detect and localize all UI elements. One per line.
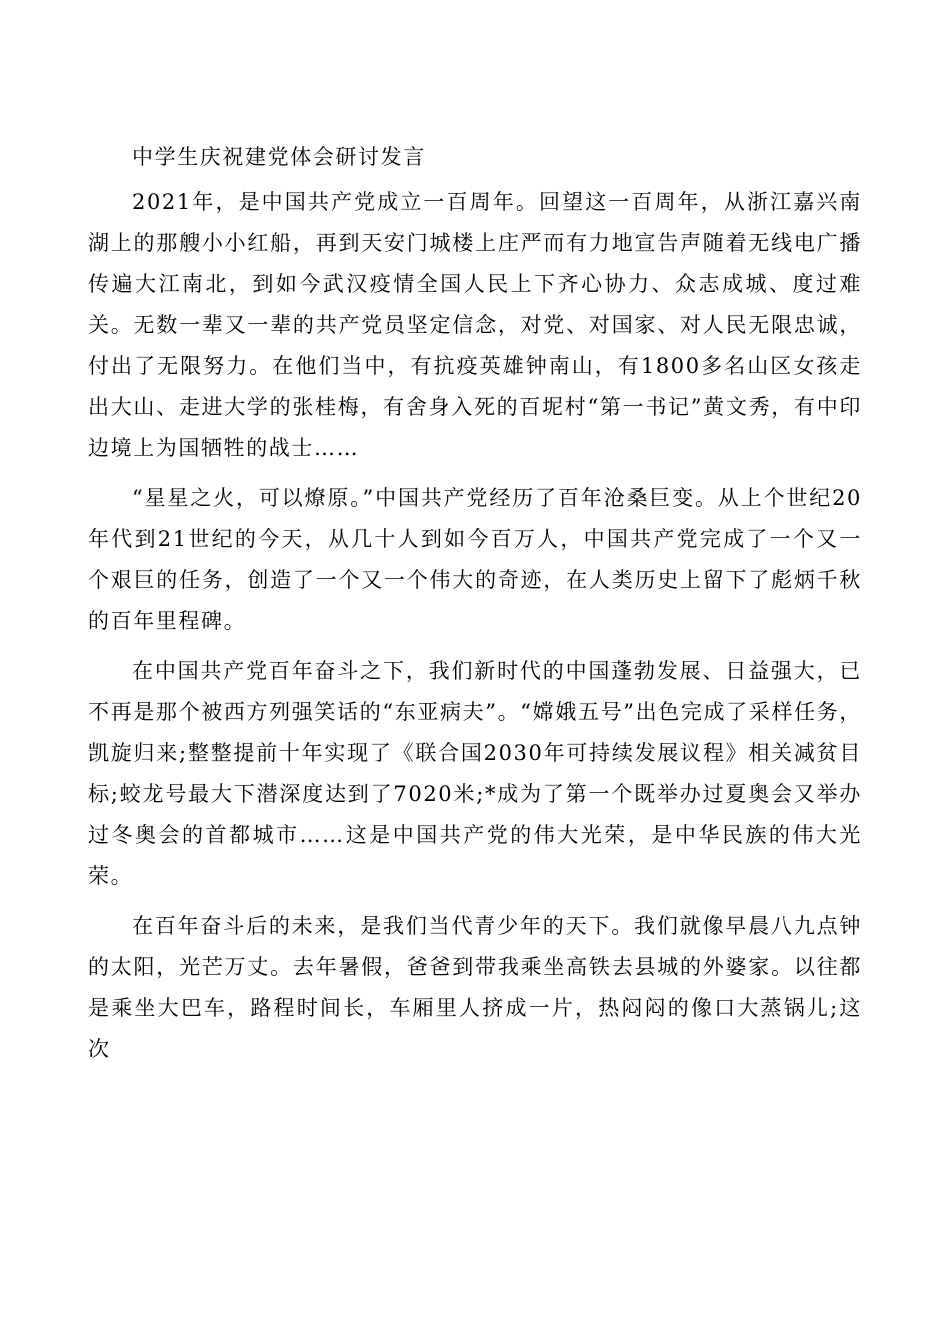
paragraph-intro: 2021年，是中国共产党成立一百周年。回望这一百周年，从浙江嘉兴南湖上的那艘小小红船，再到天安门城楼上庄严而有力地宣告声随着无线电广播传遍大江南北，到如今武汉疫情全国人民上下齐心协力、众志成城、度过难关。无数一辈又一辈的共产党员坚定信念，对党、对国家、对人民无限忠诚，付出了无限努力。在他们当中，有抗疫英雄钟南山，有1800多名山区女孩走出大山、走进大学的张桂梅，有舍身入死的百坭村“第一书记”黄文秀，有中印边境上为国牺牲的战士…… xyxy=(88,190,862,460)
paragraph-future: 在百年奋斗后的未来，是我们当代青少年的天下。我们就像早晨八九点钟的太阳，光芒万丈。去年暑假，爸爸到带我乘坐高铁去县城的外婆家。以往都是乘坐大巴车，路程时间长，车厢里人挤成一片，热闷闷的像口大蒸锅儿;这次 xyxy=(88,914,862,1061)
paragraph-achievements: 在中国共产党百年奋斗之下，我们新时代的中国蓬勃发展、日益强大，已不再是那个被西方列强笑话的“东亚病夫”。“嫦娥五号”出色完成了采样任务，凯旋归来;整整提前十年实现了《联合国2030年可持续发展议程》相关减贫目标;蛟龙号最大下潜深度达到了7020米;*成为了第一个既举办过夏奥会又举办过冬奥会的首都城市……这是中国共产党的伟大光荣，是中华民族的伟大光荣。 xyxy=(88,659,862,888)
document-page xyxy=(88,140,862,1079)
paragraph-spark: “星星之火，可以燎原。”中国共产党经历了百年沧桑巨变。从上个世纪20年代到21世纪的今天，从几十人到如今百万人，中国共产党完成了一个又一个艰巨的任务，创造了一个又一个伟大的奇迹，在人类历史上留下了彪炳千秋的百年里程碑。 xyxy=(88,486,862,633)
document-title: 中学生庆祝建党体会研讨发言 xyxy=(132,145,426,169)
